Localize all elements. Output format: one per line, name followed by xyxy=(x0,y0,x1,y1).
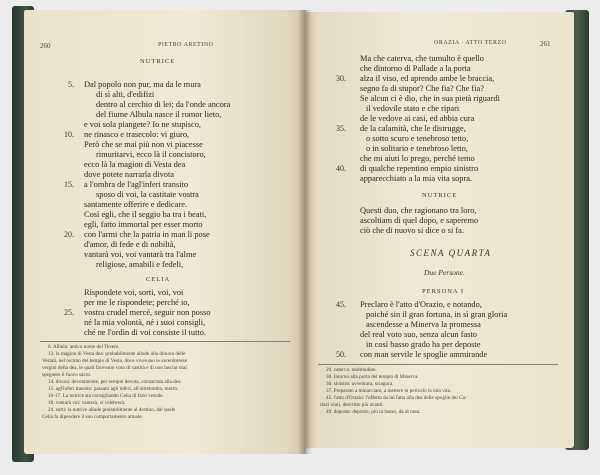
verse-line: e voi sola piangete? Io ne stupisco, xyxy=(84,120,201,129)
footnote: 45. l'atto d'Orazio: l'offerta da lui fatta alla dea delle spoglie dei Cu- xyxy=(326,395,467,401)
line-number: 30. xyxy=(336,74,346,83)
verse-line: Però che se mai più non vi piacesse xyxy=(84,140,203,149)
footnote: Vestali, nel recinto del tempio di Vesta, dove vivevano le sacerdotesse xyxy=(42,358,188,364)
speaker-name: PERSONA I xyxy=(422,288,465,295)
line-number: 40. xyxy=(336,164,346,173)
verse-line: ne rinasco e trasecolo: vi giuro, xyxy=(84,130,190,139)
verse-line: Così egli, che il seggio ha tra i beati, xyxy=(84,210,207,219)
verse-line: di qualche repentino empio sinistro xyxy=(360,164,479,173)
verse-line: poiché sin il gran fortuna, in sì gran gloria xyxy=(366,310,508,319)
footnote: 24. sorti: la nutrice allude probabilmente al destino, dal quale xyxy=(48,407,176,413)
line-number: 50. xyxy=(336,350,346,359)
verse-line: che dintorno di Pallade a la porta xyxy=(360,64,471,73)
running-head: PIETRO ARETINO xyxy=(158,42,214,48)
footnote: 8. Albula: antico nome del Tevere. xyxy=(48,344,120,350)
page-number: 261 xyxy=(540,40,551,48)
verse-line: Preclaro è l'atto d'Orazio, e notando, xyxy=(360,300,482,309)
verse-line: vostra crudel mercé, seguir non posso xyxy=(84,308,211,317)
verse-line: de la calamità, che le distrugge, xyxy=(360,124,466,133)
footnote: 36. sinistro: avventura, sciagura. xyxy=(326,381,394,387)
verse-line: per me le rispondete; perché io, xyxy=(84,298,190,307)
verse-line: che mi aiuti lo prego, perché temo xyxy=(360,154,475,163)
verse-line: con man servile le spoglie ammirande xyxy=(360,350,488,359)
footnote: spegnere il fuoco sacro. xyxy=(42,372,92,378)
footnote: 49. deposte: deposto; più in basso, dà di nota. xyxy=(326,409,421,415)
footnote: 29. caterva: moltitudine. xyxy=(326,367,377,373)
footnote: 13. la magion di Vesta dea: probabilmente allude alla dimora delle xyxy=(48,351,186,357)
line-number: 5. xyxy=(68,80,74,89)
verse-line: ecco là la magion di Vesta dea xyxy=(84,160,186,169)
book-gutter xyxy=(298,10,312,454)
running-head: ORAZIA · ATTO TERZO xyxy=(434,40,507,46)
left-page xyxy=(24,10,306,454)
speaker-name: CELIA xyxy=(146,276,171,283)
footnote: 14. divota: devotamente, per sempre devota, consacrata alla dea. xyxy=(48,379,182,385)
verse-line: rimuritarvi, ecco là il concistoro, xyxy=(96,150,206,159)
footnote: riazi vinti, descritto più avanti. xyxy=(320,402,384,408)
verse-line: con l'armi che la patria in man li pose xyxy=(84,230,210,239)
verse-line: ché ne l'ordin di voi consiste il tutto. xyxy=(84,328,206,337)
verse-line: in così basso grado ha per deposte xyxy=(366,340,481,349)
footnote: 30. Intorno alla porta del tempio di Minerva. xyxy=(326,374,419,380)
verse-line: segno fa di stupor? Che fia? Che fia? xyxy=(360,84,484,93)
verse-line: di sì alti, d'edifizi xyxy=(96,90,155,99)
verse-line: santamente offerire e dedicare. xyxy=(84,200,188,209)
verse-line: o in solitario e tenebroso letto, xyxy=(366,144,468,153)
footnote: 18. vantarà voi: vanterà, vi celebrerà. xyxy=(48,400,126,406)
verse-line: né la mia volontà, né i suoi consigli, xyxy=(84,318,206,327)
verse-line: ascendesse a Minerva la promessa xyxy=(366,320,481,329)
verse-line: d'amor, di fede e di nobiltà, xyxy=(84,240,176,249)
verse-line: Rispondete voi, sorti, voi, voi xyxy=(84,288,184,297)
verse-line: ciò che di nuovo si dice o si fa. xyxy=(360,226,464,235)
verse-line: dove potete narrarla divota xyxy=(84,170,174,179)
footnote: vergini della dea, le quali facevano voto di castità e di non lasciar mai xyxy=(42,365,187,371)
verse-line: il vedovile stato e che ripari xyxy=(366,104,460,113)
verse-line: religiose, amabili e fedeli, xyxy=(96,260,184,269)
verse-line: apparecchiato a la mia vita sopra. xyxy=(360,174,473,183)
footnote: 15. agl'inferi transito: passato agli inferi, all'oltretomba, morto. xyxy=(48,386,179,392)
verse-line: dentro al cerchio di lei; da l'onde ancora xyxy=(96,100,231,109)
verse-line: sposo di voi, la castitate vostra xyxy=(96,190,199,199)
footnote: 37. Preparato a minacciare, a mettere in pericolo la mia vita. xyxy=(326,388,452,394)
verse-line: alza il viso, ed aprendo ambe le braccia, xyxy=(360,74,495,83)
verse-line: de le vedove ai casi, ed abbia cura xyxy=(360,114,475,123)
line-number: 15. xyxy=(64,180,74,189)
speaker-name: NUTRICE xyxy=(140,58,176,65)
verse-line: ascoltiam di quel dopo, e saperemo xyxy=(360,216,479,225)
speaker-name: NUTRICE xyxy=(422,192,458,199)
line-number: 35. xyxy=(336,124,346,133)
verse-line: Questi duo, che ragionano tra loro, xyxy=(360,206,477,215)
verse-line: Se alcun ci è dio, che in sua pietà riguardi xyxy=(360,94,500,103)
verse-line: Dal popolo non pur, ma da le mura xyxy=(84,80,201,89)
verse-line: a l'ombra de l'agl'inferi transito xyxy=(84,180,189,189)
right-page xyxy=(304,12,574,448)
scene-title: SCENA QUARTA xyxy=(410,248,492,258)
footnote: Celia fa dipendere il suo comportamento attuale. xyxy=(42,414,143,420)
verse-line: o sotto scuro e tenebroso tetto, xyxy=(366,134,469,143)
line-number: 20. xyxy=(64,230,74,239)
line-number: 10. xyxy=(64,130,74,139)
verse-line: del fiume Albula nasce il romor lieto, xyxy=(96,110,222,119)
line-number: 25. xyxy=(64,308,74,317)
verse-line: del real voto suo, senza alcun fasto xyxy=(360,330,477,339)
line-number: 45. xyxy=(336,300,346,309)
verse-line: vantarà voi, voi vantarà tra l'alme xyxy=(84,250,197,259)
page-number: 260 xyxy=(40,42,51,50)
footnote: 16-17. La nutrice sta consigliando Celia di farsi vestale. xyxy=(48,393,164,399)
footnote-rule xyxy=(40,341,290,342)
footnote-rule xyxy=(318,364,558,365)
scene-subtitle: Due Persone. xyxy=(424,268,465,277)
verse-line: egli, fatto immortal per esser morto xyxy=(84,220,203,229)
verse-line: Ma che caterva, che tumulto è quello xyxy=(360,54,484,63)
